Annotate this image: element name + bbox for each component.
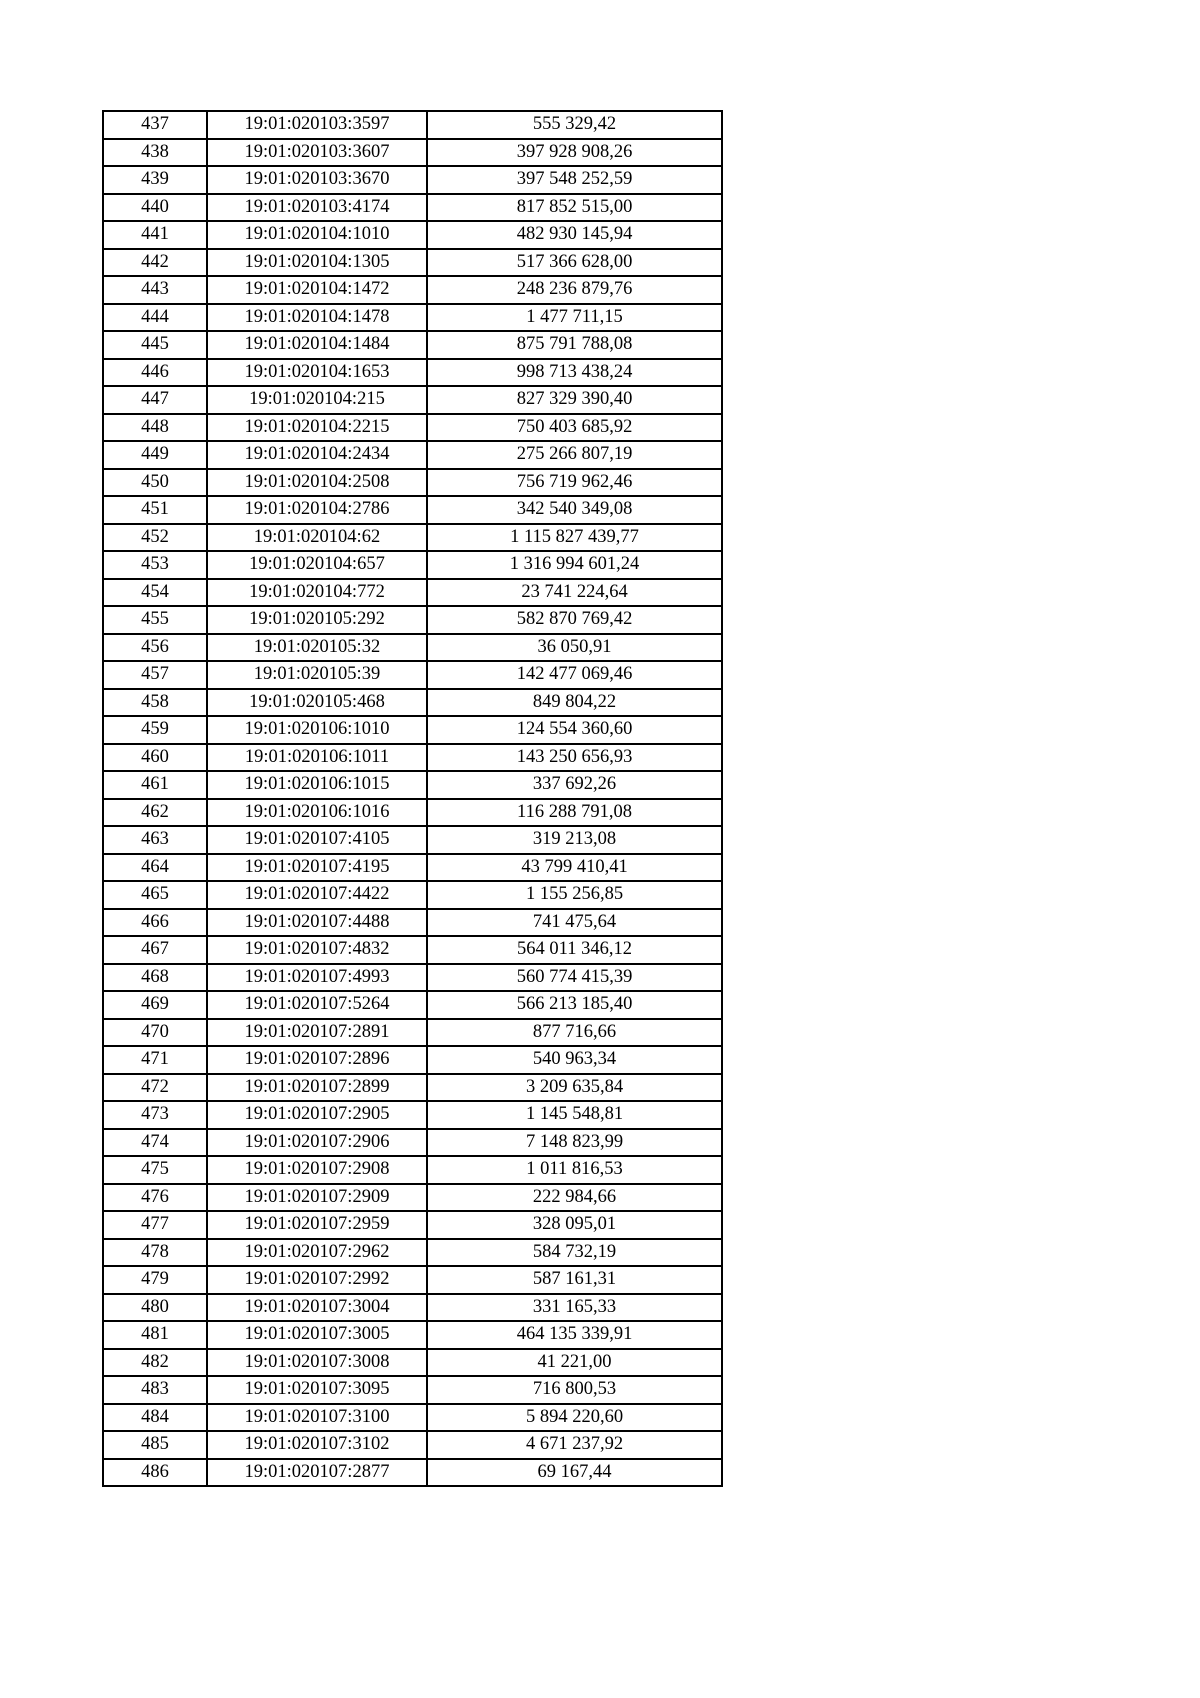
cadastral-number-cell: 19:01:020107:2962 xyxy=(207,1239,427,1267)
row-number-cell: 449 xyxy=(103,441,207,469)
cadastral-number-cell: 19:01:020107:3008 xyxy=(207,1349,427,1377)
row-number-cell: 445 xyxy=(103,331,207,359)
row-number-cell: 442 xyxy=(103,249,207,277)
value-cell: 248 236 879,76 xyxy=(427,276,722,304)
row-number-cell: 446 xyxy=(103,359,207,387)
value-cell: 482 930 145,94 xyxy=(427,221,722,249)
table-row xyxy=(103,1266,722,1294)
row-number-cell: 464 xyxy=(103,854,207,882)
cadastral-number-cell: 19:01:020107:4422 xyxy=(207,881,427,909)
row-number-cell: 482 xyxy=(103,1349,207,1377)
cadastral-number-cell: 19:01:020104:2434 xyxy=(207,441,427,469)
row-number-cell: 470 xyxy=(103,1019,207,1047)
table-row xyxy=(103,1184,722,1212)
row-number-cell: 461 xyxy=(103,771,207,799)
value-cell: 342 540 349,08 xyxy=(427,496,722,524)
table-row xyxy=(103,1074,722,1102)
value-cell: 5 894 220,60 xyxy=(427,1404,722,1432)
row-number-cell: 475 xyxy=(103,1156,207,1184)
cadastral-number-cell: 19:01:020106:1016 xyxy=(207,799,427,827)
table-row xyxy=(103,1046,722,1074)
row-number-cell: 474 xyxy=(103,1129,207,1157)
table-row xyxy=(103,551,722,579)
value-cell: 875 791 788,08 xyxy=(427,331,722,359)
table-row xyxy=(103,166,722,194)
value-cell: 1 145 548,81 xyxy=(427,1101,722,1129)
table-row xyxy=(103,1294,722,1322)
value-cell: 337 692,26 xyxy=(427,771,722,799)
value-cell: 23 741 224,64 xyxy=(427,579,722,607)
value-cell: 331 165,33 xyxy=(427,1294,722,1322)
row-number-cell: 456 xyxy=(103,634,207,662)
row-number-cell: 462 xyxy=(103,799,207,827)
value-cell: 517 366 628,00 xyxy=(427,249,722,277)
cadastral-number-cell: 19:01:020107:2905 xyxy=(207,1101,427,1129)
row-number-cell: 441 xyxy=(103,221,207,249)
table-row xyxy=(103,936,722,964)
row-number-cell: 437 xyxy=(103,111,207,139)
cadastral-number-cell: 19:01:020107:2877 xyxy=(207,1459,427,1487)
value-cell: 540 963,34 xyxy=(427,1046,722,1074)
value-cell: 998 713 438,24 xyxy=(427,359,722,387)
cadastral-number-cell: 19:01:020104:1653 xyxy=(207,359,427,387)
table-row xyxy=(103,359,722,387)
row-number-cell: 467 xyxy=(103,936,207,964)
row-number-cell: 479 xyxy=(103,1266,207,1294)
table-row xyxy=(103,634,722,662)
table-row xyxy=(103,469,722,497)
table-row xyxy=(103,744,722,772)
cadastral-number-cell: 19:01:020104:2215 xyxy=(207,414,427,442)
cadastral-number-cell: 19:01:020104:657 xyxy=(207,551,427,579)
cadastral-number-cell: 19:01:020107:3102 xyxy=(207,1431,427,1459)
table-row xyxy=(103,1211,722,1239)
table-row xyxy=(103,964,722,992)
row-number-cell: 439 xyxy=(103,166,207,194)
table-row xyxy=(103,1349,722,1377)
row-number-cell: 463 xyxy=(103,826,207,854)
cadastral-number-cell: 19:01:020104:772 xyxy=(207,579,427,607)
cadastral-number-cell: 19:01:020107:2959 xyxy=(207,1211,427,1239)
row-number-cell: 473 xyxy=(103,1101,207,1129)
row-number-cell: 466 xyxy=(103,909,207,937)
cadastral-number-cell: 19:01:020104:1010 xyxy=(207,221,427,249)
table-row xyxy=(103,524,722,552)
value-cell: 275 266 807,19 xyxy=(427,441,722,469)
row-number-cell: 453 xyxy=(103,551,207,579)
cadastral-number-cell: 19:01:020107:4488 xyxy=(207,909,427,937)
value-cell: 877 716,66 xyxy=(427,1019,722,1047)
row-number-cell: 472 xyxy=(103,1074,207,1102)
value-cell: 41 221,00 xyxy=(427,1349,722,1377)
value-cell: 741 475,64 xyxy=(427,909,722,937)
row-number-cell: 483 xyxy=(103,1376,207,1404)
cadastral-number-cell: 19:01:020104:1478 xyxy=(207,304,427,332)
cadastral-number-cell: 19:01:020107:3004 xyxy=(207,1294,427,1322)
table-row xyxy=(103,331,722,359)
cadastral-number-cell: 19:01:020105:468 xyxy=(207,689,427,717)
cadastral-number-cell: 19:01:020107:2891 xyxy=(207,1019,427,1047)
row-number-cell: 485 xyxy=(103,1431,207,1459)
row-number-cell: 484 xyxy=(103,1404,207,1432)
table-row xyxy=(103,716,722,744)
value-cell: 582 870 769,42 xyxy=(427,606,722,634)
cadastral-number-cell: 19:01:020107:4195 xyxy=(207,854,427,882)
cadastral-number-cell: 19:01:020107:4832 xyxy=(207,936,427,964)
row-number-cell: 476 xyxy=(103,1184,207,1212)
cadastral-number-cell: 19:01:020107:3005 xyxy=(207,1321,427,1349)
table-row xyxy=(103,194,722,222)
row-number-cell: 447 xyxy=(103,386,207,414)
row-number-cell: 438 xyxy=(103,139,207,167)
table-row xyxy=(103,304,722,332)
row-number-cell: 459 xyxy=(103,716,207,744)
table-row xyxy=(103,1321,722,1349)
row-number-cell: 452 xyxy=(103,524,207,552)
cadastral-number-cell: 19:01:020107:2896 xyxy=(207,1046,427,1074)
value-cell: 555 329,42 xyxy=(427,111,722,139)
table-row xyxy=(103,799,722,827)
value-cell: 124 554 360,60 xyxy=(427,716,722,744)
row-number-cell: 469 xyxy=(103,991,207,1019)
row-number-cell: 481 xyxy=(103,1321,207,1349)
value-cell: 143 250 656,93 xyxy=(427,744,722,772)
table-row xyxy=(103,606,722,634)
row-number-cell: 440 xyxy=(103,194,207,222)
cadastral-number-cell: 19:01:020104:215 xyxy=(207,386,427,414)
cadastral-number-cell: 19:01:020103:3597 xyxy=(207,111,427,139)
table-row xyxy=(103,826,722,854)
table-row xyxy=(103,276,722,304)
row-number-cell: 480 xyxy=(103,1294,207,1322)
table-row xyxy=(103,441,722,469)
value-cell: 1 011 816,53 xyxy=(427,1156,722,1184)
value-cell: 1 155 256,85 xyxy=(427,881,722,909)
value-cell: 716 800,53 xyxy=(427,1376,722,1404)
row-number-cell: 468 xyxy=(103,964,207,992)
value-cell: 116 288 791,08 xyxy=(427,799,722,827)
cadastral-number-cell: 19:01:020105:39 xyxy=(207,661,427,689)
table-row xyxy=(103,139,722,167)
cadastral-number-cell: 19:01:020104:1305 xyxy=(207,249,427,277)
cadastral-number-cell: 19:01:020107:2906 xyxy=(207,1129,427,1157)
cadastral-number-cell: 19:01:020103:4174 xyxy=(207,194,427,222)
value-cell: 584 732,19 xyxy=(427,1239,722,1267)
table-row xyxy=(103,386,722,414)
row-number-cell: 444 xyxy=(103,304,207,332)
table-row xyxy=(103,579,722,607)
row-number-cell: 448 xyxy=(103,414,207,442)
value-cell: 3 209 635,84 xyxy=(427,1074,722,1102)
value-cell: 560 774 415,39 xyxy=(427,964,722,992)
cadastral-number-cell: 19:01:020107:4993 xyxy=(207,964,427,992)
table-row xyxy=(103,689,722,717)
value-cell: 1 316 994 601,24 xyxy=(427,551,722,579)
row-number-cell: 451 xyxy=(103,496,207,524)
table-body xyxy=(103,111,722,1486)
table-row xyxy=(103,249,722,277)
cadastral-number-cell: 19:01:020105:292 xyxy=(207,606,427,634)
row-number-cell: 478 xyxy=(103,1239,207,1267)
value-cell: 319 213,08 xyxy=(427,826,722,854)
cadastral-number-cell: 19:01:020107:2992 xyxy=(207,1266,427,1294)
cadastral-number-cell: 19:01:020103:3670 xyxy=(207,166,427,194)
cadastral-number-cell: 19:01:020104:1472 xyxy=(207,276,427,304)
table-row xyxy=(103,414,722,442)
row-number-cell: 458 xyxy=(103,689,207,717)
table-row xyxy=(103,1101,722,1129)
row-number-cell: 460 xyxy=(103,744,207,772)
value-cell: 36 050,91 xyxy=(427,634,722,662)
cadastral-number-cell: 19:01:020104:2786 xyxy=(207,496,427,524)
table-row xyxy=(103,1129,722,1157)
row-number-cell: 486 xyxy=(103,1459,207,1487)
row-number-cell: 457 xyxy=(103,661,207,689)
value-cell: 564 011 346,12 xyxy=(427,936,722,964)
table-row xyxy=(103,991,722,1019)
value-cell: 69 167,44 xyxy=(427,1459,722,1487)
row-number-cell: 455 xyxy=(103,606,207,634)
value-cell: 849 804,22 xyxy=(427,689,722,717)
value-cell: 464 135 339,91 xyxy=(427,1321,722,1349)
table-row xyxy=(103,496,722,524)
cadastral-number-cell: 19:01:020105:32 xyxy=(207,634,427,662)
value-cell: 756 719 962,46 xyxy=(427,469,722,497)
table-row xyxy=(103,1376,722,1404)
value-cell: 397 928 908,26 xyxy=(427,139,722,167)
cadastral-number-cell: 19:01:020104:2508 xyxy=(207,469,427,497)
row-number-cell: 450 xyxy=(103,469,207,497)
value-cell: 4 671 237,92 xyxy=(427,1431,722,1459)
cadastral-number-cell: 19:01:020106:1015 xyxy=(207,771,427,799)
row-number-cell: 454 xyxy=(103,579,207,607)
row-number-cell: 443 xyxy=(103,276,207,304)
table-row xyxy=(103,661,722,689)
cadastral-value-table xyxy=(102,110,723,1487)
value-cell: 7 148 823,99 xyxy=(427,1129,722,1157)
value-cell: 587 161,31 xyxy=(427,1266,722,1294)
value-cell: 750 403 685,92 xyxy=(427,414,722,442)
row-number-cell: 471 xyxy=(103,1046,207,1074)
value-cell: 817 852 515,00 xyxy=(427,194,722,222)
cadastral-number-cell: 19:01:020104:62 xyxy=(207,524,427,552)
cadastral-number-cell: 19:01:020104:1484 xyxy=(207,331,427,359)
table-row xyxy=(103,771,722,799)
table-row xyxy=(103,909,722,937)
row-number-cell: 465 xyxy=(103,881,207,909)
cadastral-number-cell: 19:01:020107:4105 xyxy=(207,826,427,854)
row-number-cell: 477 xyxy=(103,1211,207,1239)
value-cell: 827 329 390,40 xyxy=(427,386,722,414)
table-row xyxy=(103,881,722,909)
cadastral-number-cell: 19:01:020107:2908 xyxy=(207,1156,427,1184)
value-cell: 43 799 410,41 xyxy=(427,854,722,882)
table-row xyxy=(103,854,722,882)
cadastral-number-cell: 19:01:020106:1011 xyxy=(207,744,427,772)
value-cell: 1 477 711,15 xyxy=(427,304,722,332)
value-cell: 328 095,01 xyxy=(427,1211,722,1239)
value-cell: 566 213 185,40 xyxy=(427,991,722,1019)
table-row xyxy=(103,221,722,249)
value-cell: 142 477 069,46 xyxy=(427,661,722,689)
table-row xyxy=(103,111,722,139)
cadastral-number-cell: 19:01:020106:1010 xyxy=(207,716,427,744)
value-cell: 397 548 252,59 xyxy=(427,166,722,194)
cadastral-number-cell: 19:01:020107:3095 xyxy=(207,1376,427,1404)
cadastral-number-cell: 19:01:020107:5264 xyxy=(207,991,427,1019)
value-cell: 1 115 827 439,77 xyxy=(427,524,722,552)
table-row xyxy=(103,1156,722,1184)
cadastral-number-cell: 19:01:020107:3100 xyxy=(207,1404,427,1432)
cadastral-number-cell: 19:01:020107:2899 xyxy=(207,1074,427,1102)
table-row xyxy=(103,1239,722,1267)
value-cell: 222 984,66 xyxy=(427,1184,722,1212)
table-row xyxy=(103,1431,722,1459)
table-row xyxy=(103,1404,722,1432)
cadastral-number-cell: 19:01:020107:2909 xyxy=(207,1184,427,1212)
cadastral-number-cell: 19:01:020103:3607 xyxy=(207,139,427,167)
table-row xyxy=(103,1459,722,1487)
table-row xyxy=(103,1019,722,1047)
